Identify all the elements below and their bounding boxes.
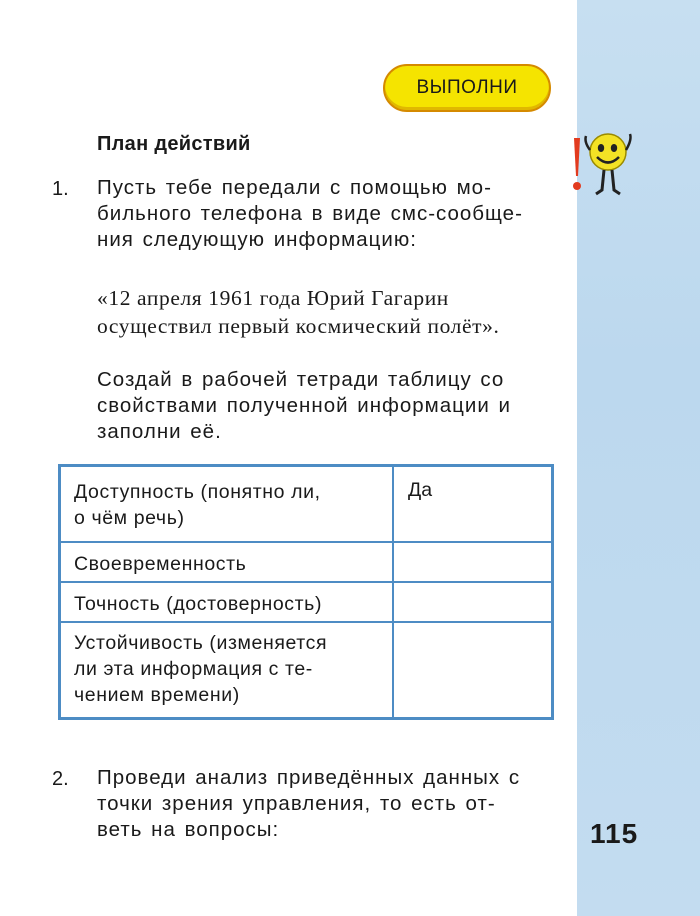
property-name (61, 623, 394, 717)
page-number: 115 (590, 818, 639, 849)
properties-table (58, 464, 554, 720)
text-line: Проведи анализ приведённых данных с (97, 766, 521, 789)
item-1-text (97, 175, 557, 253)
text-line: Точность (достоверность) (74, 593, 323, 615)
property-name (61, 467, 394, 541)
text-line: бильного телефона в виде смс-сообще- (97, 202, 523, 225)
text-line: Устойчивость (изменяется (74, 632, 328, 654)
text-line: ния следующую информацию: (97, 228, 417, 251)
text-line: веть на вопросы: (97, 818, 280, 841)
text-line: Пусть тебе передали с помощью мо- (97, 176, 492, 199)
quote-block (97, 284, 557, 340)
quote-line: осуществил первый космический полёт». (97, 314, 500, 338)
execute-badge (383, 64, 551, 112)
item-2-number: 2. (52, 768, 69, 790)
table-row (61, 467, 551, 543)
property-value (394, 543, 551, 581)
quote-line: «12 апреля 1961 года Юрий Гагарин (97, 286, 449, 310)
table-row (61, 583, 551, 623)
text-line: точки зрения управления, то есть от- (97, 792, 496, 815)
badge-label: ВЫПОЛНИ (416, 77, 518, 98)
text-line: Своевременность (74, 553, 247, 575)
text-line: заполни её. (97, 420, 222, 443)
text-line: Создай в рабочей тетради таблицу со (97, 368, 505, 391)
property-value: Да (408, 479, 433, 501)
text-line: о чём речь) (74, 507, 185, 529)
item-1-number: 1. (52, 178, 69, 200)
table-row (61, 623, 551, 717)
table-row (61, 543, 551, 583)
property-name (61, 543, 394, 581)
text-line: Доступность (понятно ли, (74, 481, 321, 503)
text-line: чением времени) (74, 684, 240, 706)
text-line: ли эта информация с те- (74, 658, 313, 680)
item-2-text (97, 765, 567, 843)
property-name (61, 583, 394, 621)
text-line: свойствами полученной информации и (97, 394, 511, 417)
smiley-mascot-icon (566, 128, 642, 200)
property-value (394, 583, 551, 621)
section-heading: План действий (97, 133, 251, 155)
instruction-text (97, 367, 557, 445)
property-value (394, 623, 551, 717)
